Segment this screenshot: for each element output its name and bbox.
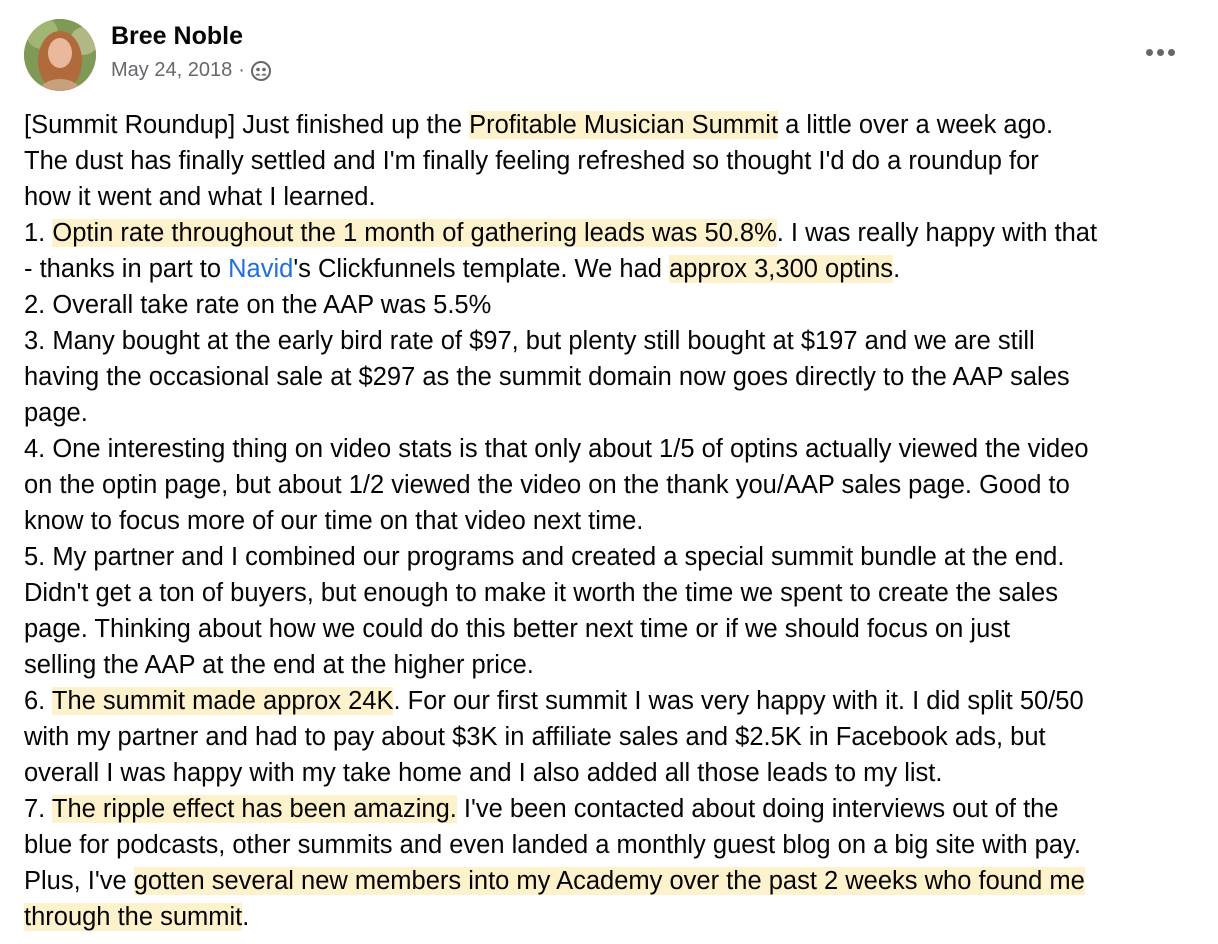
text-segment: 6. xyxy=(24,687,52,715)
post-text-line xyxy=(24,431,1204,467)
post-text-line xyxy=(24,467,1204,503)
text-segment: having the occasional sale at $297 as the summit domain now goes directly to the AAP sales xyxy=(24,363,1070,391)
highlighted-text: The summit made approx 24K xyxy=(51,687,394,715)
post-text-line xyxy=(24,575,1204,611)
highlighted-text: Profitable Musician Summit xyxy=(469,111,779,139)
text-segment: a little over a week ago. xyxy=(778,111,1054,139)
post-text-line xyxy=(24,323,1204,359)
post-text-line xyxy=(24,107,1204,143)
highlighted-text: Optin rate throughout the 1 month of gathering leads was 50.8% xyxy=(52,219,777,247)
text-segment: . I was really happy with that xyxy=(776,219,1098,247)
text-segment: 5. My partner and I combined our programs and created a special summit bundle at the end. xyxy=(24,543,1065,571)
post-text-line xyxy=(24,539,1204,575)
highlighted-text: The ripple effect has been amazing. xyxy=(51,795,457,823)
post-text-line xyxy=(24,143,1204,179)
post-text-line xyxy=(24,755,1204,791)
group-audience-icon[interactable] xyxy=(251,61,271,81)
post-text-line xyxy=(24,395,1204,431)
text-segment: Didn't get a ton of buyers, but enough to make it worth the time we spent to create the sales xyxy=(24,579,1058,607)
text-segment: know to focus more of our time on that video next time. xyxy=(24,507,644,535)
text-segment: page. xyxy=(24,399,88,427)
post-text-line xyxy=(24,287,1204,323)
post-body xyxy=(24,107,1204,935)
post-text-line xyxy=(24,179,1204,215)
post-text-line xyxy=(24,719,1204,755)
post-text-line xyxy=(24,359,1204,395)
text-segment: with my partner and had to pay about $3K in affiliate sales and $2.5K in Facebook ads, but xyxy=(24,723,1046,751)
text-segment: Plus, I've xyxy=(24,867,134,895)
text-segment: . xyxy=(242,903,250,931)
text-segment: 4. One interesting thing on video stats is that only about 1/5 of optins actually viewed the video xyxy=(24,435,1089,463)
text-segment: 3. Many bought at the early bird rate of $97, but plenty still bought at $197 and we are still xyxy=(24,327,1035,355)
post-text-line xyxy=(24,251,1204,287)
post-meta xyxy=(111,59,271,82)
text-segment: 1. xyxy=(24,219,53,247)
more-options-icon[interactable] xyxy=(1138,36,1182,68)
text-segment: . For our first summit I was very happy with it. I did split 50/50 xyxy=(393,687,1084,715)
text-segment: - thanks in part to xyxy=(24,255,229,283)
text-segment: how it went and what I learned. xyxy=(24,183,376,211)
text-segment: 7. xyxy=(24,795,52,823)
author-name[interactable]: Bree Noble xyxy=(111,22,243,50)
post-text-line xyxy=(24,683,1204,719)
post-text-line xyxy=(24,863,1204,899)
post-date[interactable]: May 24, 2018 xyxy=(111,59,233,81)
text-segment: . xyxy=(893,255,901,283)
text-segment: selling the AAP at the end at the higher price. xyxy=(24,651,534,679)
highlighted-text: gotten several new members into my Academy over the past 2 weeks who found me xyxy=(133,867,1085,895)
post-text-line xyxy=(24,791,1204,827)
text-segment: The dust has finally settled and I'm finally feeling refreshed so thought I'd do a roundup for xyxy=(24,147,1039,175)
mention-link[interactable]: Navid xyxy=(228,255,294,283)
text-segment: 's Clickfunnels template. We had xyxy=(293,255,670,283)
avatar-photo xyxy=(24,19,96,91)
post-text-line xyxy=(24,503,1204,539)
post-text-line xyxy=(24,899,1204,935)
highlighted-text: through the summit xyxy=(24,903,243,931)
author-avatar[interactable] xyxy=(24,19,96,91)
highlighted-text: approx 3,300 optins xyxy=(669,255,894,283)
text-segment: 2. Overall take rate on the AAP was 5.5% xyxy=(24,291,492,319)
text-segment: [Summit Roundup] Just finished up the xyxy=(24,111,470,139)
text-segment: I've been contacted about doing interviews out of the xyxy=(456,795,1059,823)
text-segment: on the optin page, but about 1/2 viewed the video on the thank you/AAP sales page. Good to xyxy=(24,471,1070,499)
post-text-line xyxy=(24,611,1204,647)
post-text-line xyxy=(24,827,1204,863)
meta-separator: · xyxy=(238,59,245,81)
text-segment: blue for podcasts, other summits and even landed a monthly guest blog on a big site with pay. xyxy=(24,831,1081,859)
post-text-line xyxy=(24,647,1204,683)
post-text-line xyxy=(24,215,1204,251)
text-segment: overall I was happy with my take home and I also added all those leads to my list. xyxy=(24,759,943,787)
text-segment: page. Thinking about how we could do this better next time or if we should focus on just xyxy=(24,615,1011,643)
